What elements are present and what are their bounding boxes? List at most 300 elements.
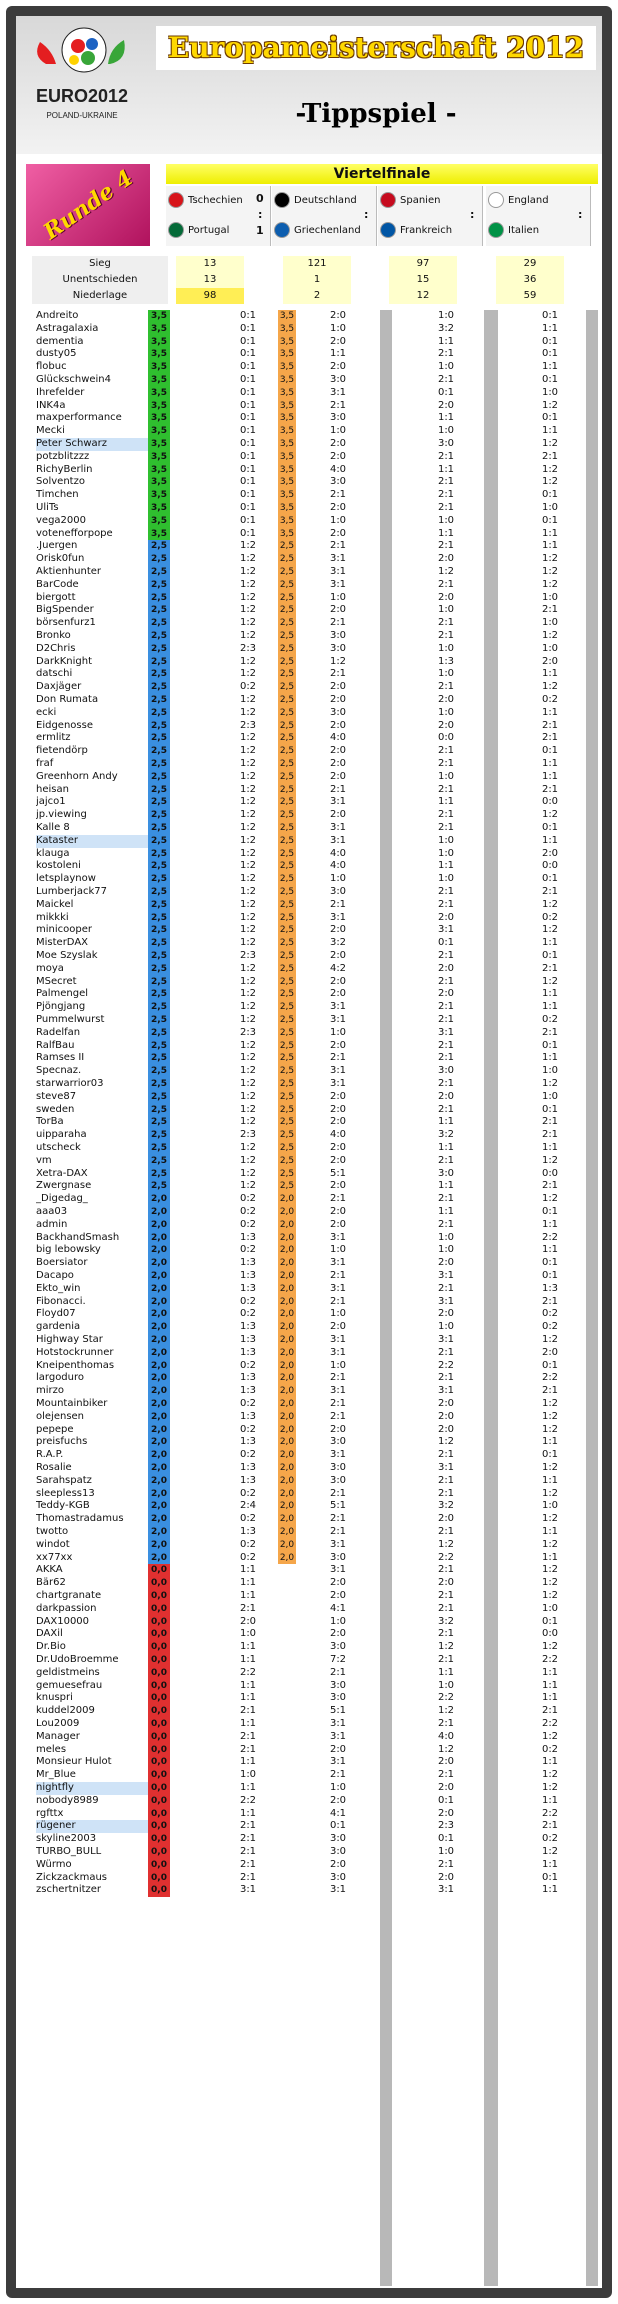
tip-match-2: 2:1 — [329, 1410, 347, 1422]
player-points: 2,5 — [148, 604, 170, 617]
player-name: twotto — [36, 1526, 69, 1537]
tip-match-2: 2:1 — [329, 1372, 347, 1384]
tip-match-4: 0:1 — [541, 1039, 559, 1051]
tip-match-3: 0:1 — [437, 386, 455, 398]
tip-match-2: 3:1 — [329, 1257, 347, 1269]
player-row — [32, 1411, 598, 1424]
tip-match-2: 3:1 — [329, 1385, 347, 1397]
tip-match-3: 1:0 — [437, 1846, 455, 1857]
tip-match-3: 2:1 — [437, 1858, 455, 1870]
player-row — [32, 464, 598, 477]
tip-match-4: 0:1 — [541, 412, 559, 424]
player-name: Kneipenthomas — [36, 1359, 115, 1371]
player-points: 2,5 — [148, 1052, 170, 1065]
round-points: 3,5 — [279, 400, 295, 411]
header — [16, 16, 602, 154]
tip-match-3: 2:0 — [437, 1398, 455, 1409]
tip-match-4: 1:2 — [541, 399, 559, 411]
player-name: Boersiator — [36, 1257, 88, 1269]
tip-match-1: 1:2 — [239, 770, 257, 782]
tip-match-3: 1:0 — [437, 770, 455, 782]
round-points: 2,0 — [279, 1475, 295, 1486]
tip-match-4: 0:2 — [541, 911, 559, 923]
tip-match-4: 1:1 — [541, 1142, 559, 1153]
player-name: dusty05 — [36, 348, 77, 360]
tip-match-3: 2:0 — [437, 911, 455, 923]
player-name: INK4a — [36, 399, 66, 411]
player-points: 0,0 — [148, 1616, 170, 1629]
score-separator: : — [258, 208, 263, 221]
tip-match-1: 0:2 — [239, 1449, 257, 1461]
round-points: 2,0 — [279, 1514, 295, 1525]
score-away: 1 — [256, 224, 264, 237]
tip-match-3: 3:1 — [437, 1026, 455, 1038]
tip-match-1: 0:1 — [239, 438, 257, 449]
tip-match-4: 2:1 — [541, 783, 559, 795]
tip-match-1: 1:3 — [239, 1474, 257, 1486]
tip-match-3: 1:2 — [437, 1705, 455, 1717]
tip-match-2: 3:1 — [329, 1346, 347, 1358]
tip-match-1: 2:2 — [239, 1794, 257, 1806]
player-name: Moe Szyslak — [36, 950, 98, 961]
tip-match-2: 2:0 — [329, 361, 347, 373]
round-points: 2,5 — [279, 912, 295, 923]
tip-match-2: 2:0 — [329, 809, 347, 821]
player-row — [32, 1040, 598, 1053]
round-points: 2,5 — [279, 848, 295, 859]
tip-match-1: 1:2 — [239, 937, 257, 949]
player-row — [32, 899, 598, 912]
player-name: ecki — [36, 706, 57, 718]
round-points: 2,0 — [279, 1309, 295, 1320]
tip-match-2: 3:0 — [329, 630, 347, 641]
tip-match-1: 1:2 — [239, 553, 257, 565]
player-points: 0,0 — [148, 1590, 170, 1603]
player-points: 0,0 — [148, 1859, 170, 1872]
tip-match-1: 1:3 — [239, 1231, 257, 1243]
tip-match-2: 3:0 — [329, 476, 347, 488]
player-name: Kataster — [36, 835, 152, 848]
round-points: 2,5 — [279, 989, 295, 1000]
tip-match-1: 1:2 — [239, 1014, 257, 1025]
player-row — [32, 1014, 598, 1027]
round-points: 3,5 — [279, 349, 295, 360]
player-name: Specnaz. — [36, 1065, 82, 1077]
tip-match-3: 1:1 — [437, 527, 455, 539]
player-points: 3,5 — [148, 489, 170, 502]
player-name: Timchen — [36, 489, 79, 501]
player-name: kuddel2009 — [36, 1705, 95, 1717]
tip-match-3: 3:0 — [437, 438, 455, 449]
tip-match-2: 2:1 — [329, 1513, 347, 1525]
player-points: 2,5 — [148, 848, 170, 861]
player-row — [32, 1027, 598, 1040]
player-points: 2,0 — [148, 1424, 170, 1437]
tip-match-4: 0:1 — [541, 1257, 559, 1269]
player-row — [32, 1859, 598, 1872]
player-row — [32, 1219, 598, 1232]
round-points: 2,5 — [279, 1155, 295, 1166]
player-row — [32, 1475, 598, 1488]
tip-match-4: 1:2 — [541, 681, 559, 693]
score-separator: : — [578, 208, 583, 221]
player-name: Teddy-KGB — [36, 1500, 90, 1512]
player-name: Aktienhunter — [36, 566, 102, 577]
round-points — [278, 1718, 296, 1731]
tip-match-3: 1:1 — [437, 860, 455, 872]
tip-match-1: 2:3 — [239, 950, 257, 961]
tip-match-4: 1:2 — [541, 1846, 559, 1857]
tip-match-2: 3:1 — [329, 1334, 347, 1345]
round-points: 2,5 — [279, 1091, 295, 1102]
player-row — [32, 1616, 598, 1629]
player-row — [32, 1232, 598, 1245]
round-points: 2,5 — [279, 1168, 295, 1179]
player-points: 2,5 — [148, 784, 170, 797]
player-points: 3,5 — [148, 476, 170, 489]
player-points: 2,5 — [148, 566, 170, 579]
tip-match-2: 2:1 — [329, 540, 347, 552]
player-row — [32, 1385, 598, 1398]
tip-match-3: 2:1 — [437, 540, 455, 552]
round-points: 2,5 — [279, 631, 295, 641]
tip-match-1: 2:1 — [239, 1730, 257, 1742]
stats-label: Unentschieden — [32, 272, 168, 288]
tip-match-1: 0:2 — [239, 1193, 257, 1205]
player-points: 0,0 — [148, 1731, 170, 1744]
tip-match-2: 2:0 — [329, 335, 347, 347]
tip-match-4: 1:2 — [541, 463, 559, 475]
tip-match-1: 0:2 — [239, 1295, 257, 1307]
tip-match-4: 0:1 — [541, 1270, 559, 1281]
tip-match-1: 2:1 — [239, 1705, 257, 1717]
tip-match-3: 1:1 — [437, 463, 455, 475]
tip-match-3: 1:1 — [437, 1142, 455, 1153]
tip-match-2: 2:0 — [329, 1206, 347, 1217]
tip-match-1: 1:2 — [239, 706, 257, 718]
player-name: moya — [36, 962, 64, 974]
player-row — [32, 1168, 598, 1181]
player-row — [32, 1782, 598, 1795]
tip-match-4: 1:2 — [541, 476, 559, 488]
tip-match-2: 2:0 — [329, 988, 347, 1000]
tip-match-1: 1:2 — [239, 796, 257, 808]
tip-match-4: 1:1 — [541, 322, 559, 334]
tip-match-1: 0:2 — [239, 1487, 257, 1499]
away-team-name: Portugal — [188, 224, 230, 236]
player-row — [32, 1360, 598, 1373]
tip-match-2: 3:1 — [329, 1718, 347, 1729]
player-name: Solventzo — [36, 476, 85, 488]
tip-match-1: 1:2 — [239, 540, 257, 552]
player-name: rügener — [36, 1820, 152, 1833]
tip-match-3: 2:1 — [437, 898, 455, 910]
tip-match-4: 0:1 — [541, 374, 559, 385]
stats-row-1 — [16, 256, 582, 272]
player-name: Ramses II — [36, 1052, 85, 1064]
tip-match-4: 1:1 — [541, 1756, 559, 1768]
player-name: kostoleni — [36, 860, 81, 872]
tip-match-4: 1:2 — [541, 1487, 559, 1499]
tip-match-1: 0:1 — [239, 514, 257, 526]
player-row — [32, 1436, 598, 1449]
tip-match-1: 1:2 — [239, 988, 257, 1000]
player-name: Kalle 8 — [36, 822, 70, 833]
round-points: 3,5 — [279, 490, 295, 501]
tip-match-1: 1:2 — [239, 745, 257, 757]
player-row — [32, 1078, 598, 1091]
tip-match-3: 1:1 — [437, 1180, 455, 1192]
stats-row-3 — [16, 288, 582, 304]
player-points: 2,5 — [148, 1001, 170, 1014]
match-1 — [166, 186, 271, 246]
tip-match-4: 2:1 — [541, 450, 559, 462]
match-2 — [272, 186, 377, 246]
tip-match-3: 1:0 — [437, 706, 455, 718]
stats-value: 15 — [389, 272, 457, 288]
tip-match-1: 0:1 — [239, 310, 257, 321]
player-name: darkpassion — [36, 1602, 97, 1614]
tip-match-1: 1:2 — [239, 1180, 257, 1192]
round-points: 2,5 — [279, 1104, 295, 1115]
tip-match-2: 3:0 — [329, 1871, 347, 1883]
tip-match-2: 2:0 — [329, 1090, 347, 1102]
tip-match-4: 1:0 — [541, 591, 559, 603]
tip-match-2: 3:1 — [329, 1231, 347, 1243]
tip-match-1: 1:2 — [239, 617, 257, 629]
player-points: 2,5 — [148, 1116, 170, 1129]
player-points: 0,0 — [148, 1654, 170, 1667]
player-name: Don Rumata — [36, 694, 99, 705]
match-4 — [486, 186, 591, 246]
tip-match-2: 2:0 — [329, 950, 347, 961]
tip-match-3: 1:0 — [437, 834, 455, 846]
tip-match-4: 1:3 — [541, 1282, 559, 1294]
tip-match-4: 0:2 — [541, 694, 559, 705]
tip-match-4: 1:2 — [541, 1590, 559, 1601]
player-row — [32, 796, 598, 809]
player-row — [32, 1283, 598, 1296]
tip-match-3: 2:0 — [437, 1807, 455, 1819]
tip-match-2: 2:0 — [329, 1858, 347, 1870]
player-points: 2,0 — [148, 1334, 170, 1347]
round-points: 2,5 — [279, 861, 295, 872]
tip-match-4: 1:2 — [541, 898, 559, 910]
tip-match-3: 1:1 — [437, 1666, 455, 1678]
tip-match-3: 4:0 — [437, 1730, 455, 1742]
tip-match-4: 0:1 — [541, 1359, 559, 1371]
tip-match-1: 1:2 — [239, 694, 257, 705]
tip-match-4: 0:1 — [541, 1449, 559, 1461]
player-name: Dr.Bio — [36, 1641, 66, 1653]
player-row — [32, 374, 598, 387]
tip-match-3: 2:1 — [437, 1346, 455, 1358]
round-points — [278, 1872, 296, 1885]
tip-match-1: 0:2 — [239, 1398, 257, 1409]
tip-match-4: 1:2 — [541, 438, 559, 449]
player-name: Floyd07 — [36, 1308, 76, 1320]
player-row — [32, 1462, 598, 1475]
player-points: 2,0 — [148, 1552, 170, 1565]
player-points: 2,5 — [148, 771, 170, 784]
round-points: 3,5 — [279, 515, 295, 526]
round-points: 3,5 — [279, 439, 295, 449]
tip-match-3: 2:0 — [437, 962, 455, 974]
tip-match-2: 1:0 — [329, 591, 347, 603]
round-points: 3,5 — [279, 464, 295, 475]
round-points: 2,0 — [279, 1399, 295, 1409]
logo-text: EURO2012 — [35, 86, 129, 106]
player-points: 0,0 — [148, 1833, 170, 1846]
round-points: 2,5 — [279, 938, 295, 949]
player-name: Bär62 — [36, 1577, 66, 1589]
round-points — [278, 1731, 296, 1744]
round-points: 2,5 — [279, 1117, 295, 1128]
tip-match-4: 2:1 — [541, 1705, 559, 1717]
tip-match-1: 0:1 — [239, 450, 257, 462]
tip-match-2: 3:1 — [329, 1756, 347, 1768]
tip-match-3: 2:1 — [437, 745, 455, 757]
player-name: ermlitz — [36, 732, 71, 744]
player-row — [32, 732, 598, 745]
tip-match-1: 1:2 — [239, 732, 257, 744]
tip-match-2: 3:0 — [329, 1846, 347, 1857]
player-points: 2,0 — [148, 1219, 170, 1232]
tip-match-3: 2:1 — [437, 374, 455, 385]
player-row — [32, 1692, 598, 1705]
tip-match-3: 1:2 — [437, 1538, 455, 1550]
tip-match-2: 2:1 — [329, 1769, 347, 1781]
away-flag-icon — [380, 222, 396, 238]
player-name: Lumberjack77 — [36, 886, 108, 897]
player-points: 2,0 — [148, 1385, 170, 1398]
tip-match-4: 1:2 — [541, 630, 559, 641]
player-points: 2,5 — [148, 707, 170, 720]
tip-match-3: 1:2 — [437, 1743, 455, 1755]
tip-match-4: 0:1 — [541, 310, 559, 321]
player-name: BigSpender — [36, 604, 94, 616]
tip-match-3: 2:0 — [437, 1257, 455, 1269]
player-points: 2,5 — [148, 643, 170, 656]
player-points: 0,0 — [148, 1680, 170, 1693]
tip-match-1: 2:1 — [239, 1602, 257, 1614]
away-team — [488, 222, 539, 238]
round-points — [278, 1705, 296, 1718]
tip-match-1: 0:1 — [239, 335, 257, 347]
player-row — [32, 656, 598, 669]
player-row — [32, 860, 598, 873]
tip-match-4: 1:1 — [541, 1436, 559, 1448]
player-row — [32, 1833, 598, 1846]
round-points — [278, 1769, 296, 1782]
tip-match-4: 1:1 — [541, 527, 559, 539]
player-name: xx77xx — [36, 1551, 73, 1563]
player-name: zschertnitzer — [36, 1884, 102, 1896]
tip-match-2: 3:1 — [329, 1001, 347, 1013]
tip-match-4: 1:0 — [541, 1090, 559, 1102]
tip-match-4: 1:0 — [541, 617, 559, 629]
round-points: 2,5 — [279, 695, 295, 705]
round-points: 2,5 — [279, 951, 295, 961]
player-points: 2,5 — [148, 809, 170, 822]
tip-match-1: 0:2 — [239, 1538, 257, 1550]
tip-match-4: 1:0 — [541, 386, 559, 398]
player-row — [32, 1142, 598, 1155]
tip-match-3: 1:0 — [437, 847, 455, 859]
tip-match-3: 0:1 — [437, 1833, 455, 1845]
tip-match-4: 1:1 — [541, 834, 559, 846]
player-row — [32, 1718, 598, 1731]
home-team — [168, 192, 243, 208]
player-row — [32, 630, 598, 643]
tip-match-1: 1:3 — [239, 1282, 257, 1294]
player-row — [32, 336, 598, 349]
tip-match-2: 2:0 — [329, 502, 347, 513]
player-row — [32, 745, 598, 758]
round-points: 2,5 — [279, 823, 295, 833]
player-row — [32, 720, 598, 733]
tip-match-1: 1:2 — [239, 1039, 257, 1051]
tip-match-2: 1:0 — [329, 873, 347, 885]
tip-match-1: 0:2 — [239, 1423, 257, 1435]
tip-match-2: 3:1 — [329, 911, 347, 923]
player-points: 3,5 — [148, 438, 170, 451]
tip-match-4: 0:1 — [541, 745, 559, 757]
player-name: jajco1 — [36, 796, 66, 808]
player-row — [32, 1628, 598, 1641]
tip-match-4: 0:2 — [541, 1743, 559, 1755]
player-name: fietendörp — [36, 745, 88, 757]
player-name: UliTs — [36, 502, 59, 513]
player-row — [32, 1590, 598, 1603]
tip-match-1: 1:3 — [239, 1410, 257, 1422]
round-points: 2,0 — [279, 1424, 295, 1435]
round-points: 2,5 — [279, 1027, 295, 1038]
tip-match-4: 2:2 — [541, 1718, 559, 1729]
tip-match-4: 0:1 — [541, 1206, 559, 1217]
tip-match-2: 2:0 — [329, 310, 347, 321]
player-points: 0,0 — [148, 1692, 170, 1705]
stats-label: Niederlage — [32, 288, 168, 304]
tip-match-4: 2:2 — [541, 1231, 559, 1243]
tip-match-2: 2:1 — [329, 1398, 347, 1409]
tip-match-4: 1:2 — [541, 578, 559, 590]
tip-match-1: 1:2 — [239, 975, 257, 987]
tip-match-1: 1:2 — [239, 962, 257, 974]
player-points: 2,5 — [148, 1104, 170, 1117]
player-points: 2,5 — [148, 745, 170, 758]
player-name: maxperformance — [36, 412, 122, 424]
tip-match-2: 2:1 — [329, 1295, 347, 1307]
player-name: preisfuchs — [36, 1436, 88, 1448]
tip-match-2: 3:1 — [329, 386, 347, 398]
player-points: 2,0 — [148, 1321, 170, 1334]
tip-match-3: 3:1 — [437, 1385, 455, 1397]
tip-match-4: 1:1 — [541, 1052, 559, 1064]
player-row — [32, 387, 598, 400]
player-row — [32, 400, 598, 413]
round-points: 2,5 — [279, 797, 295, 808]
tip-match-3: 2:0 — [437, 1871, 455, 1883]
tip-match-1: 0:1 — [239, 476, 257, 488]
tip-match-1: 0:2 — [239, 1359, 257, 1371]
player-row — [32, 1795, 598, 1808]
tip-match-1: 1:2 — [239, 1154, 257, 1166]
tip-match-1: 1:2 — [239, 834, 257, 846]
tip-match-3: 2:1 — [437, 809, 455, 821]
player-points: 0,0 — [148, 1820, 170, 1833]
tip-match-4: 1:2 — [541, 1564, 559, 1576]
